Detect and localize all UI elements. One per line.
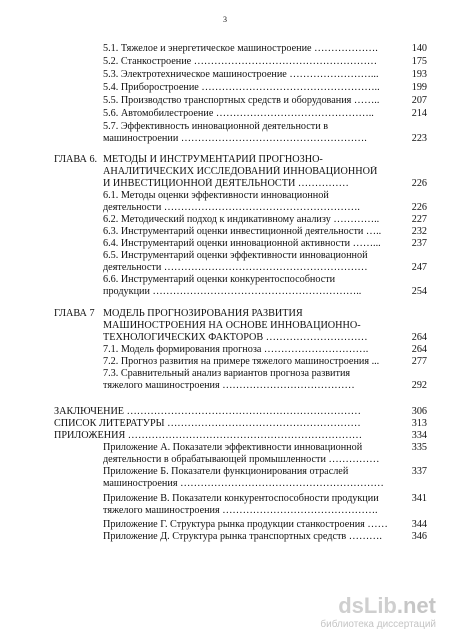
toc-appendices[interactable]: ПРИЛОЖЕНИЯ ……………………………………………………………	[54, 430, 363, 441]
toc-entry-6-1-cont[interactable]: деятельности ………………………………………………….	[103, 202, 360, 213]
watermark	[320, 595, 436, 630]
toc-page: 254	[411, 286, 427, 297]
toc-chapter-6-title-end[interactable]: И ИНВЕСТИЦИОННОЙ ДЕЯТЕЛЬНОСТИ ……………	[103, 178, 349, 189]
toc-entry-6-2[interactable]: 6.2. Методический подход к индикативному анализу …………..	[103, 214, 380, 225]
chapter-label-7: ГЛАВА 7	[54, 308, 95, 319]
toc-entry-6-5[interactable]: 6.5. Инструментарий оценки эффективности инновационной	[103, 250, 368, 261]
toc-chapter-6-title[interactable]: МЕТОДЫ И ИНСТРУМЕНТАРИЙ ПРОГНОЗНО-	[103, 154, 323, 165]
toc-page: 140	[411, 43, 427, 54]
toc-appendix-b[interactable]: Приложение Б. Показатели функционирования отраслей	[103, 466, 349, 477]
toc-entry-6-5-cont[interactable]: деятельности ……………………………………………………	[103, 262, 368, 273]
toc-chapter-6-title-cont[interactable]: АНАЛИТИЧЕСКИХ ИССЛЕДОВАНИЙ ИННОВАЦИОННОЙ	[103, 166, 378, 177]
toc-page: 337	[411, 466, 427, 477]
toc-entry-6-4[interactable]: 6.4. Инструментарий оценки инновационной активности ……...	[103, 238, 381, 249]
toc-page: 226	[411, 178, 427, 189]
toc-page: 199	[411, 82, 427, 93]
toc-chapter-7-title[interactable]: МОДЕЛЬ ПРОГНОЗИРОВАНИЯ РАЗВИТИЯ	[103, 308, 303, 319]
toc-appendix-d[interactable]: Приложение Д. Структура рынка транспортных средств ……….	[103, 531, 382, 542]
toc-page: 193	[411, 69, 427, 80]
toc-entry-6-1[interactable]: 6.1. Методы оценки эффективности инновационной	[103, 190, 329, 201]
toc-entry-5-1[interactable]: 5.1. Тяжелое и энергетическое машиностроение ……………….	[103, 43, 378, 54]
toc-page: 277	[411, 356, 427, 367]
toc-chapter-7-title-end[interactable]: ТЕХНОЛОГИЧЕСКИХ ФАКТОРОВ …………………………	[103, 332, 368, 343]
toc-entry-6-6[interactable]: 6.6. Инструментарий оценки конкурентоспособности	[103, 274, 336, 285]
toc-conclusion[interactable]: ЗАКЛЮЧЕНИЕ ……………………………………………………………	[54, 406, 361, 417]
toc-page: 335	[411, 442, 427, 453]
chapter-label-6: ГЛАВА 6.	[54, 154, 98, 165]
toc-entry-7-3[interactable]: 7.3. Сравнительный анализ вариантов прогноза развития	[103, 368, 351, 379]
toc-entry-5-3[interactable]: 5.3. Электротехническое машиностроение ……………………...	[103, 69, 379, 80]
toc-appendix-a-cont[interactable]: деятельности в обрабатывающей промышленности ……………	[103, 454, 380, 465]
toc-appendix-c[interactable]: Приложение В. Показатели конкурентоспособности продукции	[103, 493, 379, 504]
toc-appendix-g[interactable]: Приложение Г. Структура рынка продукции станкостроения ……	[103, 519, 388, 530]
watermark-subtitle: библиотека диссертаций	[320, 619, 436, 630]
toc-page: 313	[411, 418, 427, 429]
toc-page: 237	[411, 238, 427, 249]
toc-appendix-c-cont[interactable]: тяжелого машиностроения ……………………………………….	[103, 505, 378, 516]
toc-page: 306	[411, 406, 427, 417]
watermark-logo-main: dsLib	[338, 593, 397, 618]
toc-page: 264	[411, 344, 427, 355]
toc-page: 227	[411, 214, 427, 225]
toc-entry-6-3[interactable]: 6.3. Инструментарий оценки инвестиционной деятельности …..	[103, 226, 382, 237]
toc-entry-5-7[interactable]: 5.7. Эффективность инновационной деятельности в	[103, 121, 329, 132]
toc-entry-5-5[interactable]: 5.5. Производство транспортных средств и оборудования ……..	[103, 95, 380, 106]
toc-page: 247	[411, 262, 427, 273]
toc-chapter-7-title-cont[interactable]: МАШИНОСТРОЕНИЯ НА ОСНОВЕ ИННОВАЦИОННО-	[103, 320, 361, 331]
toc-entry-7-2[interactable]: 7.2. Прогноз развития на примере тяжелого машиностроения ...	[103, 356, 380, 367]
toc-entry-6-6-cont[interactable]: продукции ……………………………………………………..	[103, 286, 362, 297]
toc-entry-5-4[interactable]: 5.4. Приборостроение ……………………………………………..	[103, 82, 380, 93]
watermark-logo	[320, 595, 436, 617]
toc-appendix-b-cont[interactable]: машиностроения ……………………………………………………	[103, 478, 384, 489]
toc-entry-7-3-cont[interactable]: тяжелого машиностроения …………………………………	[103, 380, 355, 391]
toc-page: 264	[411, 332, 427, 343]
toc-page: 341	[411, 493, 427, 504]
toc-page: 226	[411, 202, 427, 213]
toc-page: 344	[411, 519, 427, 530]
toc-page: 232	[411, 226, 427, 237]
toc-page: 334	[411, 430, 427, 441]
toc-appendix-a[interactable]: Приложение А. Показатели эффективности инновационной	[103, 442, 363, 453]
toc-references[interactable]: СПИСОК ЛИТЕРАТУРЫ …………………………………………………	[54, 418, 361, 429]
toc-page: 292	[411, 380, 427, 391]
page-number: 3	[223, 15, 227, 24]
toc-page: 346	[411, 531, 427, 542]
toc-page: 214	[411, 108, 427, 119]
toc-entry-5-2[interactable]: 5.2. Станкостроение ………………………………………………	[103, 56, 378, 67]
toc-entry-7-1[interactable]: 7.1. Модель формирования прогноза ………………………….	[103, 344, 369, 355]
toc-page: 223	[411, 133, 427, 144]
watermark-logo-tld: .net	[396, 593, 436, 618]
toc-entry-5-6[interactable]: 5.6. Автомобилестроение ………………………………………..	[103, 108, 374, 119]
toc-entry-5-7-cont[interactable]: машиностроении ……………………………………………….	[103, 133, 367, 144]
toc-page: 207	[411, 95, 427, 106]
toc-page: 175	[411, 56, 427, 67]
